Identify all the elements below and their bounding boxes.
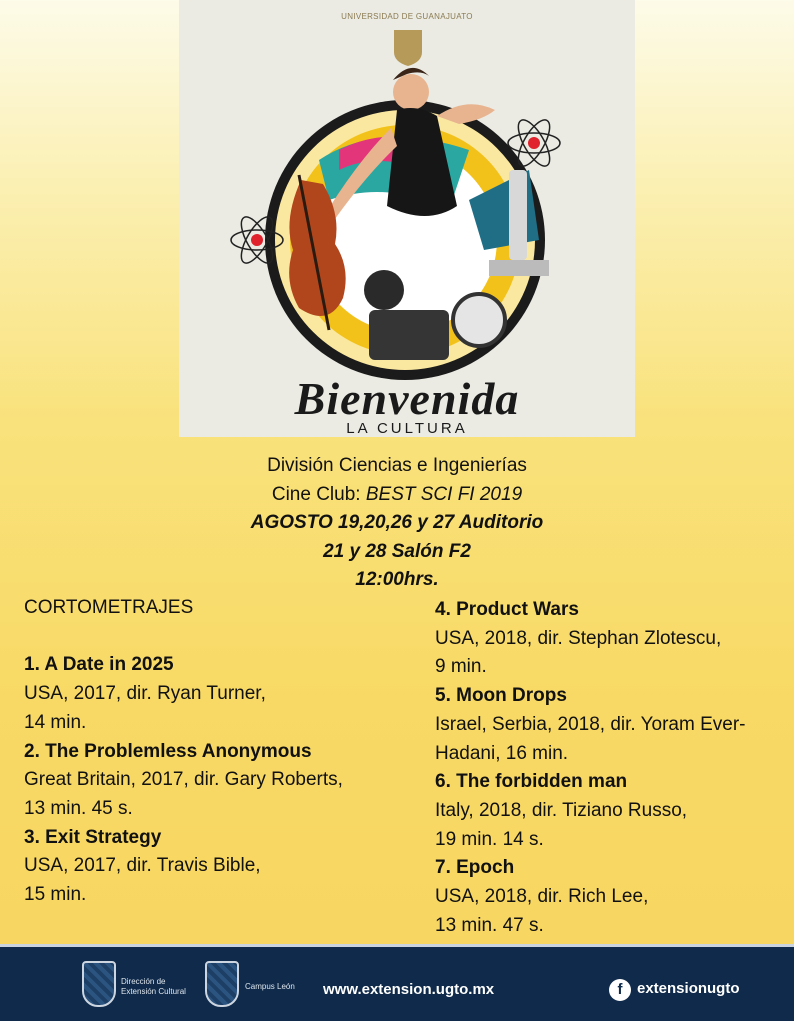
film-title: 1. A Date in 2025	[24, 654, 174, 676]
university-seal	[394, 30, 422, 66]
footer-bar	[0, 944, 794, 1021]
event-header	[0, 452, 794, 595]
film-duration: 13 min. 45 s.	[24, 797, 133, 819]
film-title: 2. The Problemless Anonymous	[24, 740, 312, 762]
film-duration: 9 min.	[435, 656, 487, 678]
film-title: 7. Epoch	[435, 857, 515, 879]
film-item	[435, 682, 794, 768]
dancer-head	[393, 74, 429, 110]
dates-salon: 21 y 28 Salón F2	[323, 540, 471, 562]
film-details: USA, 2018, dir. Rich Lee,	[435, 886, 649, 908]
facebook-handle[interactable]: extensionugto	[637, 980, 740, 997]
cineclub-series: BEST SCI FI 2019	[365, 483, 523, 505]
film-title: 6. The forbidden man	[435, 771, 628, 793]
film-details: Italy, 2018, dir. Tiziano Russo,	[435, 799, 688, 821]
film-details: Israel, Serbia, 2018, dir. Yoram Ever-	[435, 713, 746, 735]
campus-leon-label: Campus León	[245, 982, 295, 991]
poster-subtitle: LA CULTURA	[346, 420, 468, 437]
film-details: Great Britain, 2017, dir. Gary Roberts,	[24, 769, 343, 791]
camera-reel	[364, 270, 404, 310]
film-title: 5. Moon Drops	[435, 685, 567, 707]
dates-auditorio: AGOSTO 19,20,26 y 27 Auditorio	[250, 512, 544, 533]
film-duration: Hadani, 16 min.	[435, 742, 569, 764]
film-details: USA, 2017, dir. Travis Bible,	[24, 855, 261, 877]
film-item	[24, 738, 404, 824]
film-duration: 19 min. 14 s.	[435, 828, 544, 850]
facebook-icon[interactable]: f	[609, 979, 631, 1001]
film-title: 4. Product Wars	[435, 599, 579, 620]
film-duration: 14 min.	[24, 711, 87, 733]
film-item	[435, 768, 794, 854]
film-reel	[453, 294, 505, 346]
film-list-left	[24, 594, 404, 910]
film-title: 3. Exit Strategy	[24, 826, 162, 848]
film-item	[435, 596, 794, 682]
film-camera	[369, 310, 449, 360]
film-duration: 15 min.	[24, 884, 87, 906]
film-details: USA, 2018, dir. Stephan Zlotescu,	[435, 627, 722, 649]
website-link[interactable]: www.extension.ugto.mx	[323, 981, 495, 998]
campus-leon-crest-icon	[205, 961, 239, 1007]
film-details: USA, 2017, dir. Ryan Turner,	[24, 683, 266, 705]
film-item	[24, 651, 404, 737]
extension-cultural-crest-icon	[82, 961, 116, 1007]
cineclub-prefix: Cine Club:	[271, 483, 366, 505]
poster-illustration	[179, 0, 635, 437]
film-item	[435, 854, 794, 940]
university-name: UNIVERSIDAD DE GUANAJUATO	[341, 12, 473, 21]
extension-cultural-label: Dirección de Extensión Cultural	[121, 977, 186, 996]
section-title: CORTOMETRAJES	[24, 597, 194, 618]
event-time: 12:00hrs.	[355, 569, 439, 590]
division-line: División Ciencias e Ingenierías	[267, 455, 527, 476]
microscope	[509, 170, 527, 260]
poster-title: Bienvenida	[294, 373, 520, 424]
film-list-right	[435, 596, 794, 940]
film-item	[24, 824, 404, 910]
film-duration: 13 min. 47 s.	[435, 914, 544, 936]
cineclub-line	[0, 481, 794, 510]
